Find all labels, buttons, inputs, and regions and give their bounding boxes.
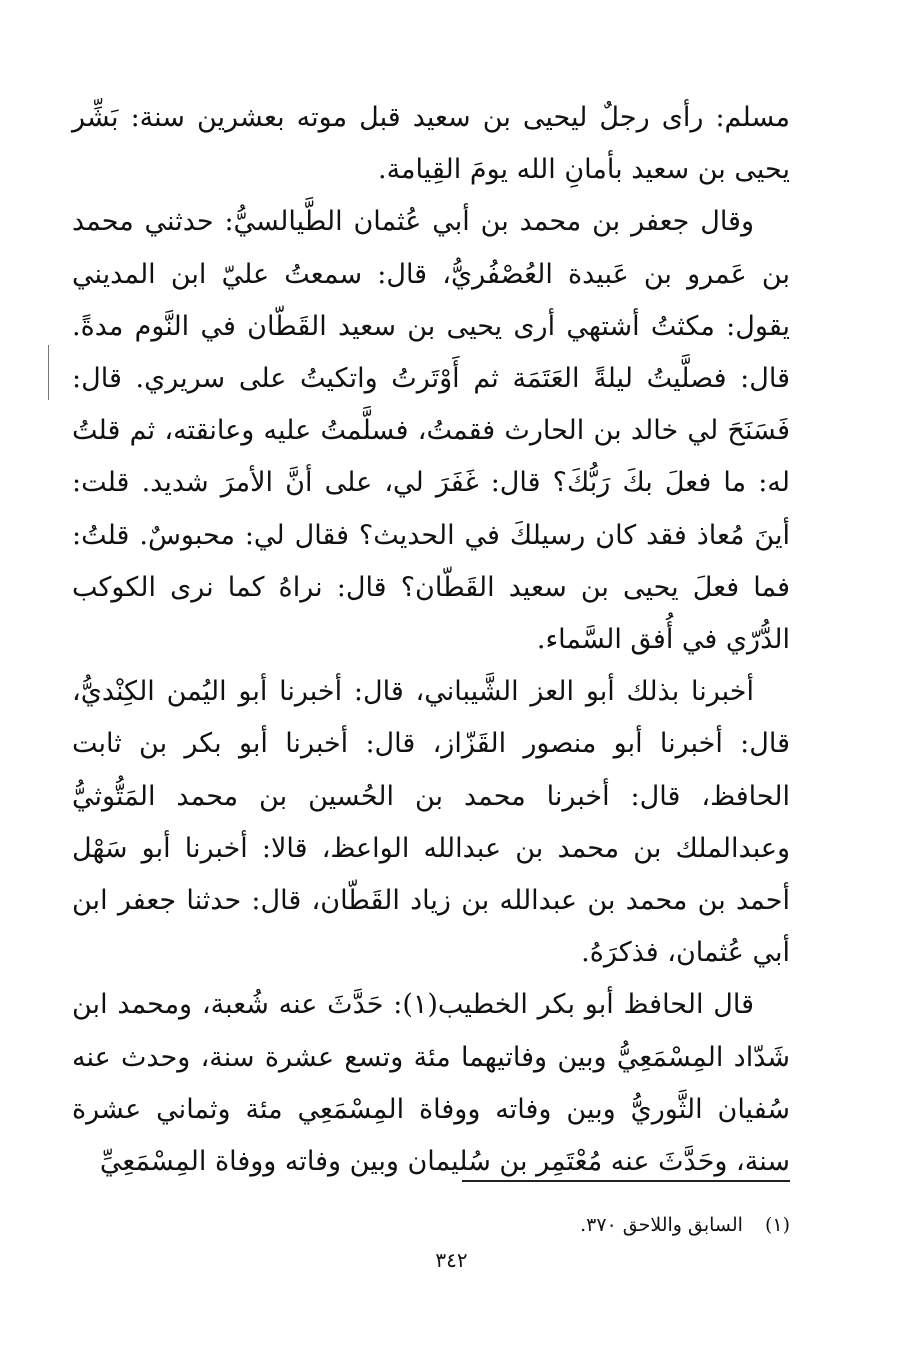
footnote-separator <box>462 1180 790 1182</box>
page-number: ٣٤٢ <box>435 1248 468 1272</box>
main-text <box>72 92 790 1188</box>
paragraph-1: مسلم: رأى رجلٌ ليحيى بن سعيد قبل موته بعشرين سنة: بَشِّر يحيى بن سعيد بأمانِ الله يومَ القِيامة. <box>72 102 790 186</box>
paragraph-3: أخبرنا بذلك أبو العز الشَّيباني، قال: أخبرنا أبو اليُمن الكِنْديُّ، قال: أخبرنا أبو منصور القَزّاز، قال: أخبرنا أبو بكر بن ثابت الحافظ، قال: أخبرنا محمد بن الحُسين بن محمد المَتُّوثيُّ وعبدالملك بن محمد بن عبدالله الواعظ، قالا: أخبرنا أبو سَهْل أحمد بن محمد بن عبدالله بن زياد القَطّان، قال: حدثنا جعفر ابن أبي عُثمان، فذكرَهُ. <box>72 676 790 969</box>
scan-margin-mark <box>48 345 49 400</box>
footnote-text: السابق واللاحق ٣٧٠. <box>580 1214 743 1236</box>
paragraph-4: قال الحافظ أبو بكر الخطيب(١): حَدَّثَ عنه شُعبة، ومحمد ابن شَدّاد المِسْمَعِيُّ وبين وفاتيهما مئة وتسع عشرة سنة، وحدث عنه سُفيان الثَّوريُّ وبين وفاته ووفاة المِسْمَعِي مئة وثماني عشرة سنة، وحَدَّثَ عنه مُعْتَمِر بن سُليمان وبين وفاته ووفاة المِسْمَعِيِّ <box>72 989 790 1178</box>
footnote <box>72 1212 790 1238</box>
footnote-number: (١) <box>764 1214 790 1236</box>
paragraph-2: وقال جعفر بن محمد بن أبي عُثمان الطَّيالسيُّ: حدثني محمد بن عَمرو بن عَبيدة العُصْفُريُّ، قال: سمعتُ عليّ ابن المديني يقول: مكثتُ أشتهي أرى يحيى بن سعيد القَطّان في النَّوم مدةً. قال: فصلَّيتُ ليلةً العَتَمَة ثم أَوْتَرتُ واتكيتُ على سريري. قال: فَسَنَحَ لي خالد بن الحارث فقمتُ، فسلَّمتُ عليه وعانقته، ثم قلتُ له: ما فعلَ بكَ رَبُّكَ؟ قال: غَفَرَ لي، على أنَّ الأمرَ شديد. قلت: أينَ مُعاذ فقد كان رسيلكَ في الحديث؟ فقال لي: محبوسٌ. قلتُ: فما فعلَ يحيى بن سعيد القَطّان؟ قال: نراهُ كما نرى الكوكب الدُّرّي في أُفق السَّماء. <box>72 206 790 656</box>
